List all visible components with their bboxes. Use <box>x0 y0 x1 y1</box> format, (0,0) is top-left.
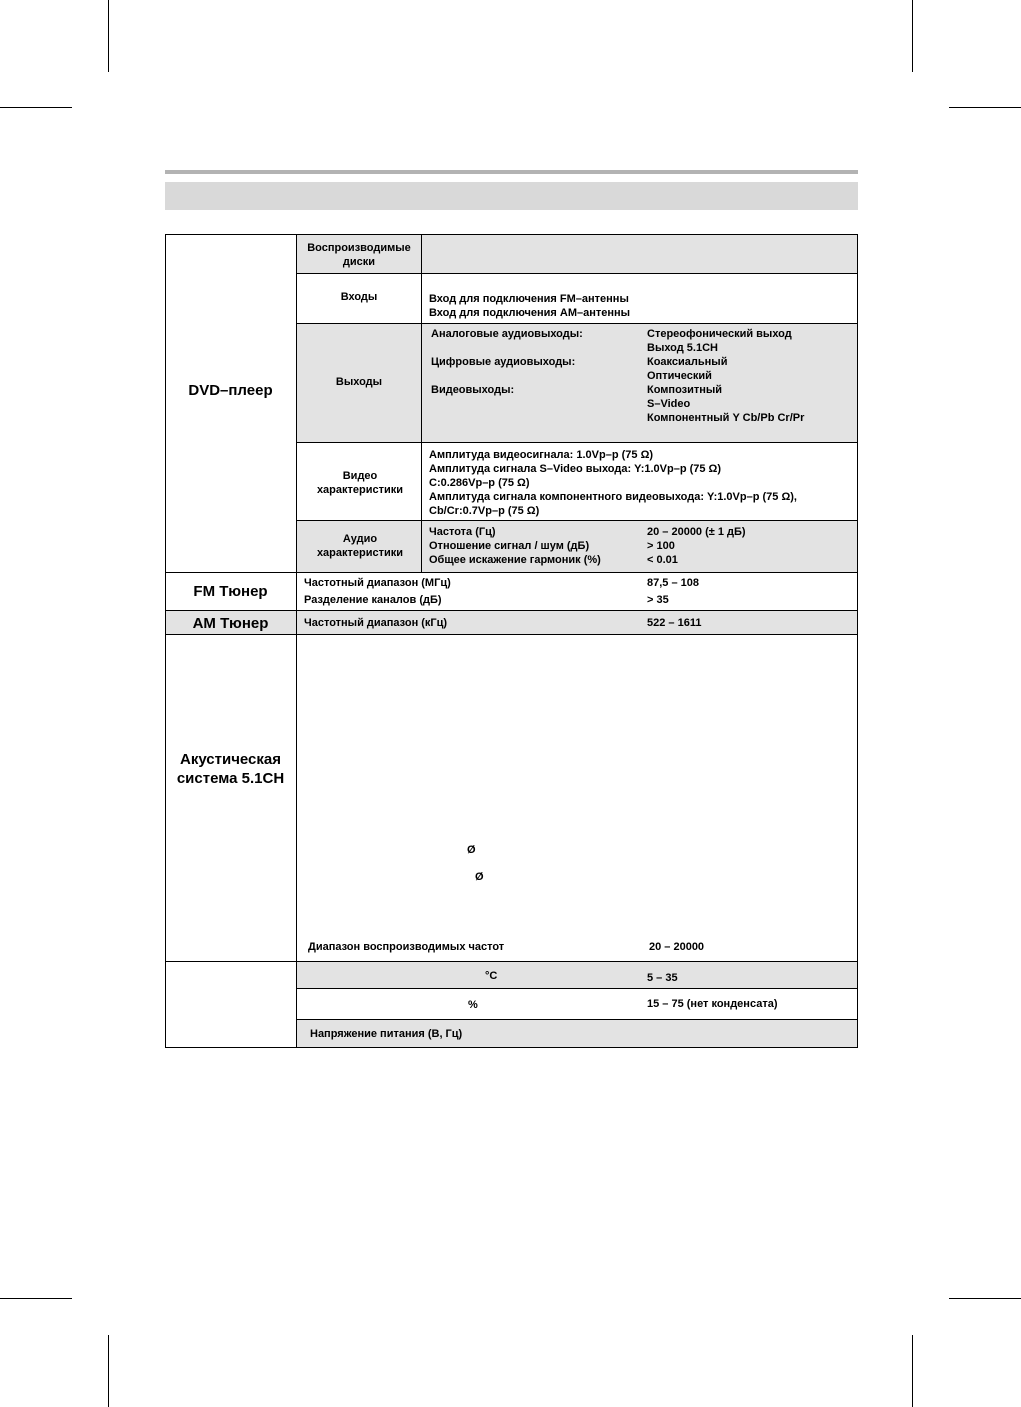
humidity-unit: % <box>468 999 478 1011</box>
temp-unit: °C <box>485 970 498 982</box>
header-band <box>165 182 858 210</box>
temp-value: 5 – 35 <box>647 972 678 984</box>
speaker-range-label: Диапазон воспроизводимых частот <box>308 941 505 953</box>
video-char-line: Cb/Cr:0.7Vp–p (75 Ω) <box>429 505 540 517</box>
video-char-label: Видео характеристики <box>316 470 404 496</box>
analog-value: Стереофонический выход <box>647 328 792 340</box>
speakers-title: Акустическая система 5.1CH <box>176 751 285 787</box>
video-char-line: C:0.286Vp–p (75 Ω) <box>429 477 530 489</box>
discs-label: Воспроизводимые диски <box>307 242 411 268</box>
humidity-value: 15 – 75 (нет конденсата) <box>647 998 778 1010</box>
video-out-label: Видеовыходы: <box>431 384 515 396</box>
header-rule <box>165 170 858 174</box>
diameter-symbol: Ø <box>467 844 476 856</box>
fm-name: Частотный диапазон (МГц) <box>304 577 451 589</box>
crop-mark <box>949 107 1021 108</box>
fm-value: > 35 <box>647 594 669 606</box>
digital-label: Цифровые аудиовыходы: <box>431 356 576 368</box>
video-char-line: Амплитуда сигнала S–Video выхода: Y:1.0Vp–p (75 Ω) <box>429 463 722 475</box>
row-divider <box>296 442 858 443</box>
row-divider <box>421 324 422 442</box>
audio-char-label: Аудио характеристики <box>316 533 404 559</box>
video-char-line: Амплитуда видеосигнала: 1.0Vp–p (75 Ω) <box>429 449 654 461</box>
audio-value: 20 – 20000 (± 1 дБ) <box>647 526 746 538</box>
crop-mark <box>108 1335 109 1407</box>
audio-name: Частота (Гц) <box>429 526 496 538</box>
input-fm: Вход для подключения FM–антенны <box>429 293 629 305</box>
column-divider <box>296 611 297 634</box>
section-divider <box>165 572 858 573</box>
fm-name: Разделение каналов (дБ) <box>304 594 442 606</box>
audio-value: < 0.01 <box>647 554 678 566</box>
fm-value: 87,5 – 108 <box>647 577 699 589</box>
temp-row <box>297 962 857 988</box>
crop-mark <box>912 0 913 72</box>
outputs-label: Выходы <box>335 376 383 388</box>
crop-mark <box>0 1298 72 1299</box>
analog-label: Аналоговые аудиовыходы: <box>431 328 583 340</box>
digital-value: Оптический <box>647 370 712 382</box>
crop-mark <box>949 1298 1021 1299</box>
diameter-symbol: Ø <box>475 871 484 883</box>
audio-value: > 100 <box>647 540 675 552</box>
inputs-label: Входы <box>340 291 378 303</box>
row-divider <box>296 273 858 274</box>
video-out-value: Компонентный Y Cb/Pb Cr/Pr <box>647 412 805 424</box>
am-name: Частотный диапазон (кГц) <box>304 617 448 629</box>
digital-value: Коаксиальный <box>647 356 728 368</box>
am-value: 522 – 1611 <box>647 617 702 629</box>
fm-title: FM Тюнер <box>193 583 268 600</box>
crop-mark <box>108 0 109 72</box>
audio-name: Общее искажение гармоник (%) <box>429 554 601 566</box>
row-divider <box>421 521 422 572</box>
video-char-line: Амплитуда сигнала компонентного видеовыхода: Y:1.0Vp–p (75 Ω), <box>429 491 797 503</box>
input-am: Вход для подключения AM–антенны <box>429 307 631 319</box>
am-title: AM Тюнер <box>192 615 269 632</box>
video-out-value: Композитный <box>647 384 723 396</box>
dvd-title: DVD–плеер <box>188 382 273 399</box>
row-divider <box>296 988 858 989</box>
analog-value: Выход 5.1CH <box>647 342 718 354</box>
speaker-range-value: 20 – 20000 <box>649 941 705 953</box>
section-divider <box>165 634 858 635</box>
power-label: Напряжение питания (В, Гц) <box>310 1028 463 1040</box>
crop-mark <box>912 1335 913 1407</box>
audio-name: Отношение сигнал / шум (дБ) <box>429 540 590 552</box>
video-out-value: S–Video <box>647 398 691 410</box>
crop-mark <box>0 107 72 108</box>
